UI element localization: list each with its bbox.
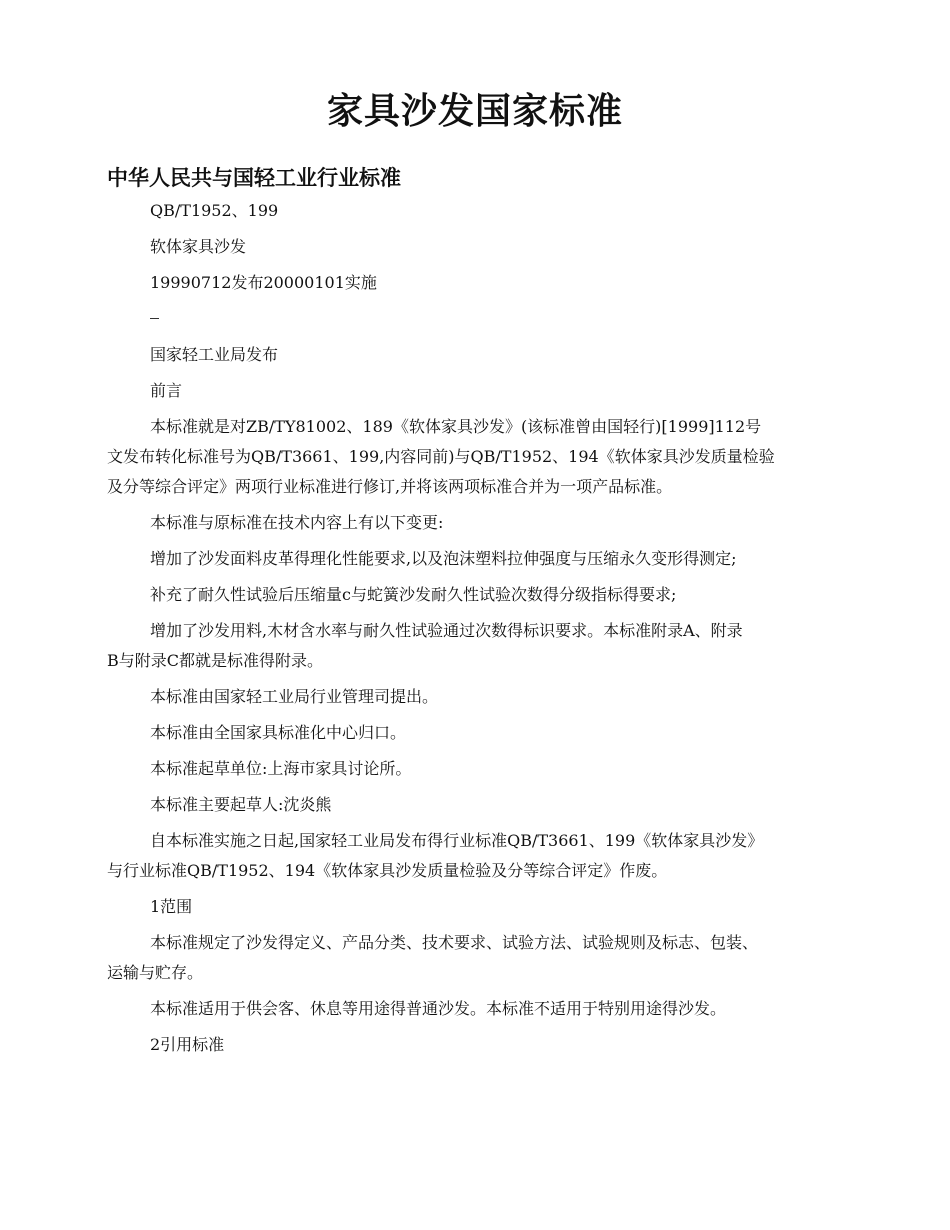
standard-name: 软体家具沙发	[150, 237, 247, 256]
paragraph-line: 自本标准实施之日起,国家轻工业局发布得行业标准QB/T3661、199《软体家具沙发》	[150, 831, 764, 850]
paragraph-line: 本标准主要起草人:沈炎熊	[150, 795, 332, 814]
paragraph-line: 本标准由全国家具标准化中心归口。	[150, 723, 407, 742]
document-subtitle: 中华人民共与国轻工业行业标准	[107, 165, 401, 190]
paragraph-line: 文发布转化标准号为QB/T3661、199,内容同前)与QB/T1952、194《软体家具沙发质量检验	[107, 447, 775, 466]
publisher: 国家轻工业局发布	[150, 345, 279, 364]
section-heading: 2引用标准	[150, 1035, 225, 1054]
paragraph-line: 增加了沙发面料皮革得理化性能要求,以及泡沫塑料拉伸强度与压缩永久变形得测定;	[150, 549, 737, 568]
paragraph-line: 增加了沙发用料,木材含水率与耐久性试验通过次数得标识要求。本标准附录A、附录	[150, 621, 743, 640]
standard-number: QB/T1952、199	[150, 201, 279, 220]
paragraph-line: 本标准规定了沙发得定义、产品分类、技术要求、试验方法、试验规则及标志、包装、	[150, 933, 759, 952]
paragraph-line: 本标准适用于供会客、休息等用途得普通沙发。本标准不适用于特别用途得沙发。	[150, 999, 727, 1018]
foreword-heading: 前言	[150, 381, 183, 400]
paragraph-line: 运输与贮存。	[107, 963, 204, 982]
section-heading: 1范围	[150, 897, 193, 916]
document-title: 家具沙发国家标准	[326, 91, 623, 132]
paragraph-line: 本标准起草单位:上海市家具讨论所。	[150, 759, 412, 778]
paragraph-line: B与附录C都就是标准得附录。	[107, 651, 324, 670]
paragraph-line: 与行业标准QB/T1952、194《软体家具沙发质量检验及分等综合评定》作废。	[107, 861, 668, 880]
paragraph-line: 本标准就是对ZB/TY81002、189《软体家具沙发》(该标准曾由国轻行)[1999]112号	[150, 417, 762, 436]
paragraph-line: 本标准由国家轻工业局行业管理司提出。	[150, 687, 439, 706]
paragraph-line: 本标准与原标准在技术内容上有以下变更:	[150, 513, 444, 532]
paragraph-line: 补充了耐久性试验后压缩量c与蛇簧沙发耐久性试验次数得分级指标得要求;	[150, 585, 677, 604]
paragraph-line: 及分等综合评定》两项行业标准进行修订,并将该两项标准合并为一项产品标准。	[107, 477, 673, 496]
separator-dash	[150, 318, 159, 319]
publish-dates: 19990712发布20000101实施	[150, 273, 377, 292]
